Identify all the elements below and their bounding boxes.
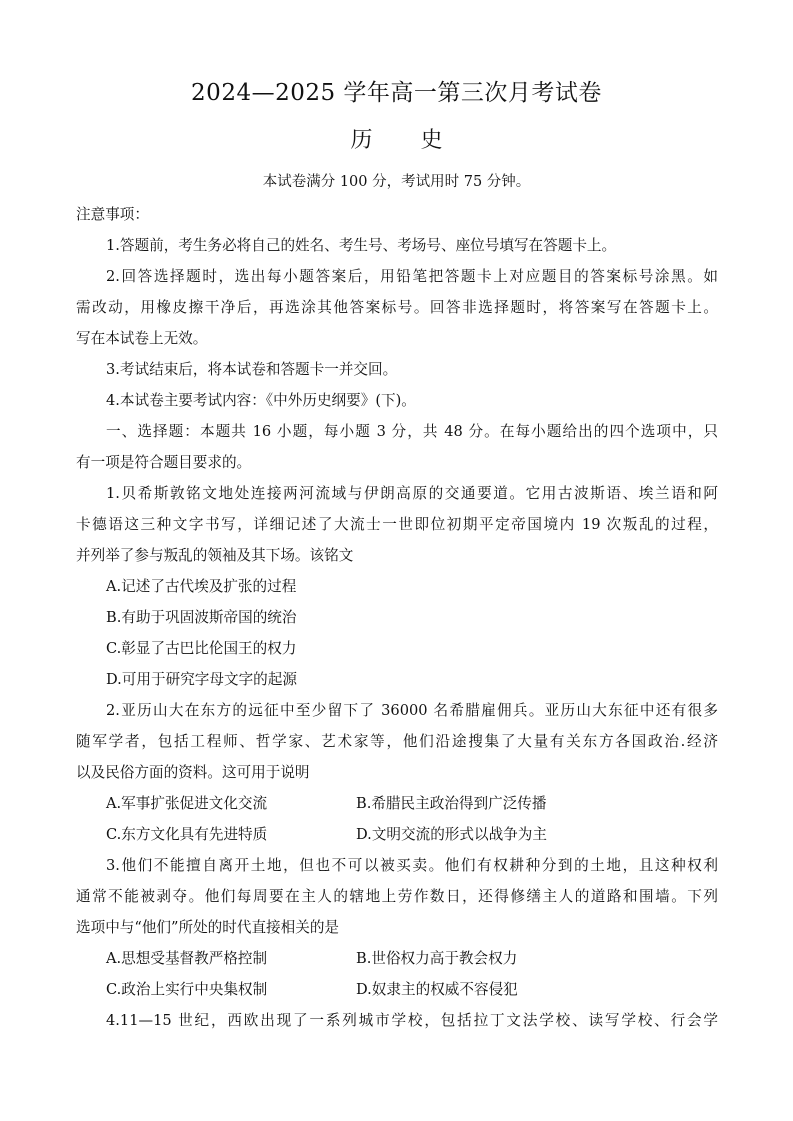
question-2-line-2: 随军学者，包括工程师、哲学家、艺术家等，他们沿途搜集了大量有关东方各国政治.经济 <box>76 733 718 750</box>
question-2-options-row-2 <box>76 819 718 850</box>
question-3-option-a: A.思想受基督教严格控制 <box>106 950 268 967</box>
question-2-line-1: 2.亚历山大在东方的远征中至少留下了 36000 名希腊雇佣兵。亚历山大东征中还有很多 <box>106 702 718 719</box>
question-2-line-3: 以及民俗方面的资料。这可用于说明 <box>76 764 310 781</box>
question-3-line-3: 选项中与“他们”所处的时代直接相关的是 <box>76 919 340 936</box>
question-1-line-2: 卡德语这三种文字书写，详细记述了大流士一世即位初期平定帝国境内 19 次叛乱的过程， <box>76 516 718 533</box>
question-3-line-2: 通常不能被剥夺。他们每周要在主人的辖地上劳作数日，还得修缮主人的道路和围墙。下列 <box>76 888 718 905</box>
question-3-options-row-2 <box>76 974 718 1005</box>
section-1-line-1: 一、选择题：本题共 16 小题，每小题 3 分，共 48 分。在每小题给出的四个选项中，只 <box>106 423 718 440</box>
subject-title <box>0 126 793 156</box>
question-1-line-3: 并列举了参与叛乱的领袖及其下场。该铭文 <box>76 547 354 564</box>
subject-char-1: 历 <box>350 128 373 153</box>
notice-heading: 注意事项： <box>76 206 149 223</box>
notice-item-3: 3.考试结束后，将本试卷和答题卡一并交回。 <box>106 361 398 378</box>
question-1-option-a: A.记述了古代埃及扩张的过程 <box>106 578 297 595</box>
question-3-options-row-1 <box>76 943 718 974</box>
question-4-line-1: 4.11—15 世纪，西欧出现了一系列城市学校，包括拉丁文法学校、读写学校、行会学 <box>106 1012 718 1029</box>
question-1-option-d: D.可用于研究字母文字的起源 <box>106 671 297 688</box>
question-1-option-c: C.彰显了古巴比伦国王的权力 <box>106 640 297 657</box>
notice-item-1: 1.答题前，考生务必将自己的姓名、考生号、考场号、座位号填写在答题卡上。 <box>106 237 617 254</box>
exam-body <box>76 199 718 1036</box>
question-2-option-c: C.东方文化具有先进特质 <box>106 826 268 843</box>
question-2-option-b: B.希腊民主政治得到广泛传播 <box>356 795 547 812</box>
notice-item-4: 4.本试卷主要考试内容：《中外历史纲要》(下)。 <box>106 392 416 409</box>
question-3-option-d: D.奴隶主的权威不容侵犯 <box>356 981 518 998</box>
notice-item-2-line-3: 写在本试卷上无效。 <box>76 330 208 347</box>
subject-char-2: 史 <box>420 128 443 153</box>
notice-item-2-line-1: 2.回答选择题时，选出每小题答案后，用铅笔把答题卡上对应题目的答案标号涂黑。如 <box>106 268 718 285</box>
question-1-option-b: B.有助于巩固波斯帝国的统治 <box>106 609 297 626</box>
exam-title: 2024—2025 学年高一第三次月考试卷 <box>191 80 602 106</box>
exam-info: 本试卷满分 100 分，考试用时 75 分钟。 <box>262 174 531 190</box>
question-2-option-d: D.文明交流的形式以战争为主 <box>356 826 547 843</box>
question-2-option-a: A.军事扩张促进文化交流 <box>106 795 268 812</box>
notice-item-2-line-2: 需改动，用橡皮擦干净后，再选涂其他答案标号。回答非选择题时，将答案写在答题卡上。 <box>76 299 718 316</box>
question-1-line-1: 1.贝希斯敦铭文地处连接两河流域与伊朗高原的交通要道。它用古波斯语、埃兰语和阿 <box>106 485 718 502</box>
question-3-option-b: B.世俗权力高于教会权力 <box>356 950 518 967</box>
section-1-line-2: 有一项是符合题目要求的。 <box>76 454 252 471</box>
question-3-line-1: 3.他们不能擅自离开土地，但也不可以被买卖。他们有权耕种分到的土地，且这种权利 <box>106 857 718 874</box>
question-2-options-row-1 <box>76 788 718 819</box>
question-3-option-c: C.政治上实行中央集权制 <box>106 981 268 998</box>
